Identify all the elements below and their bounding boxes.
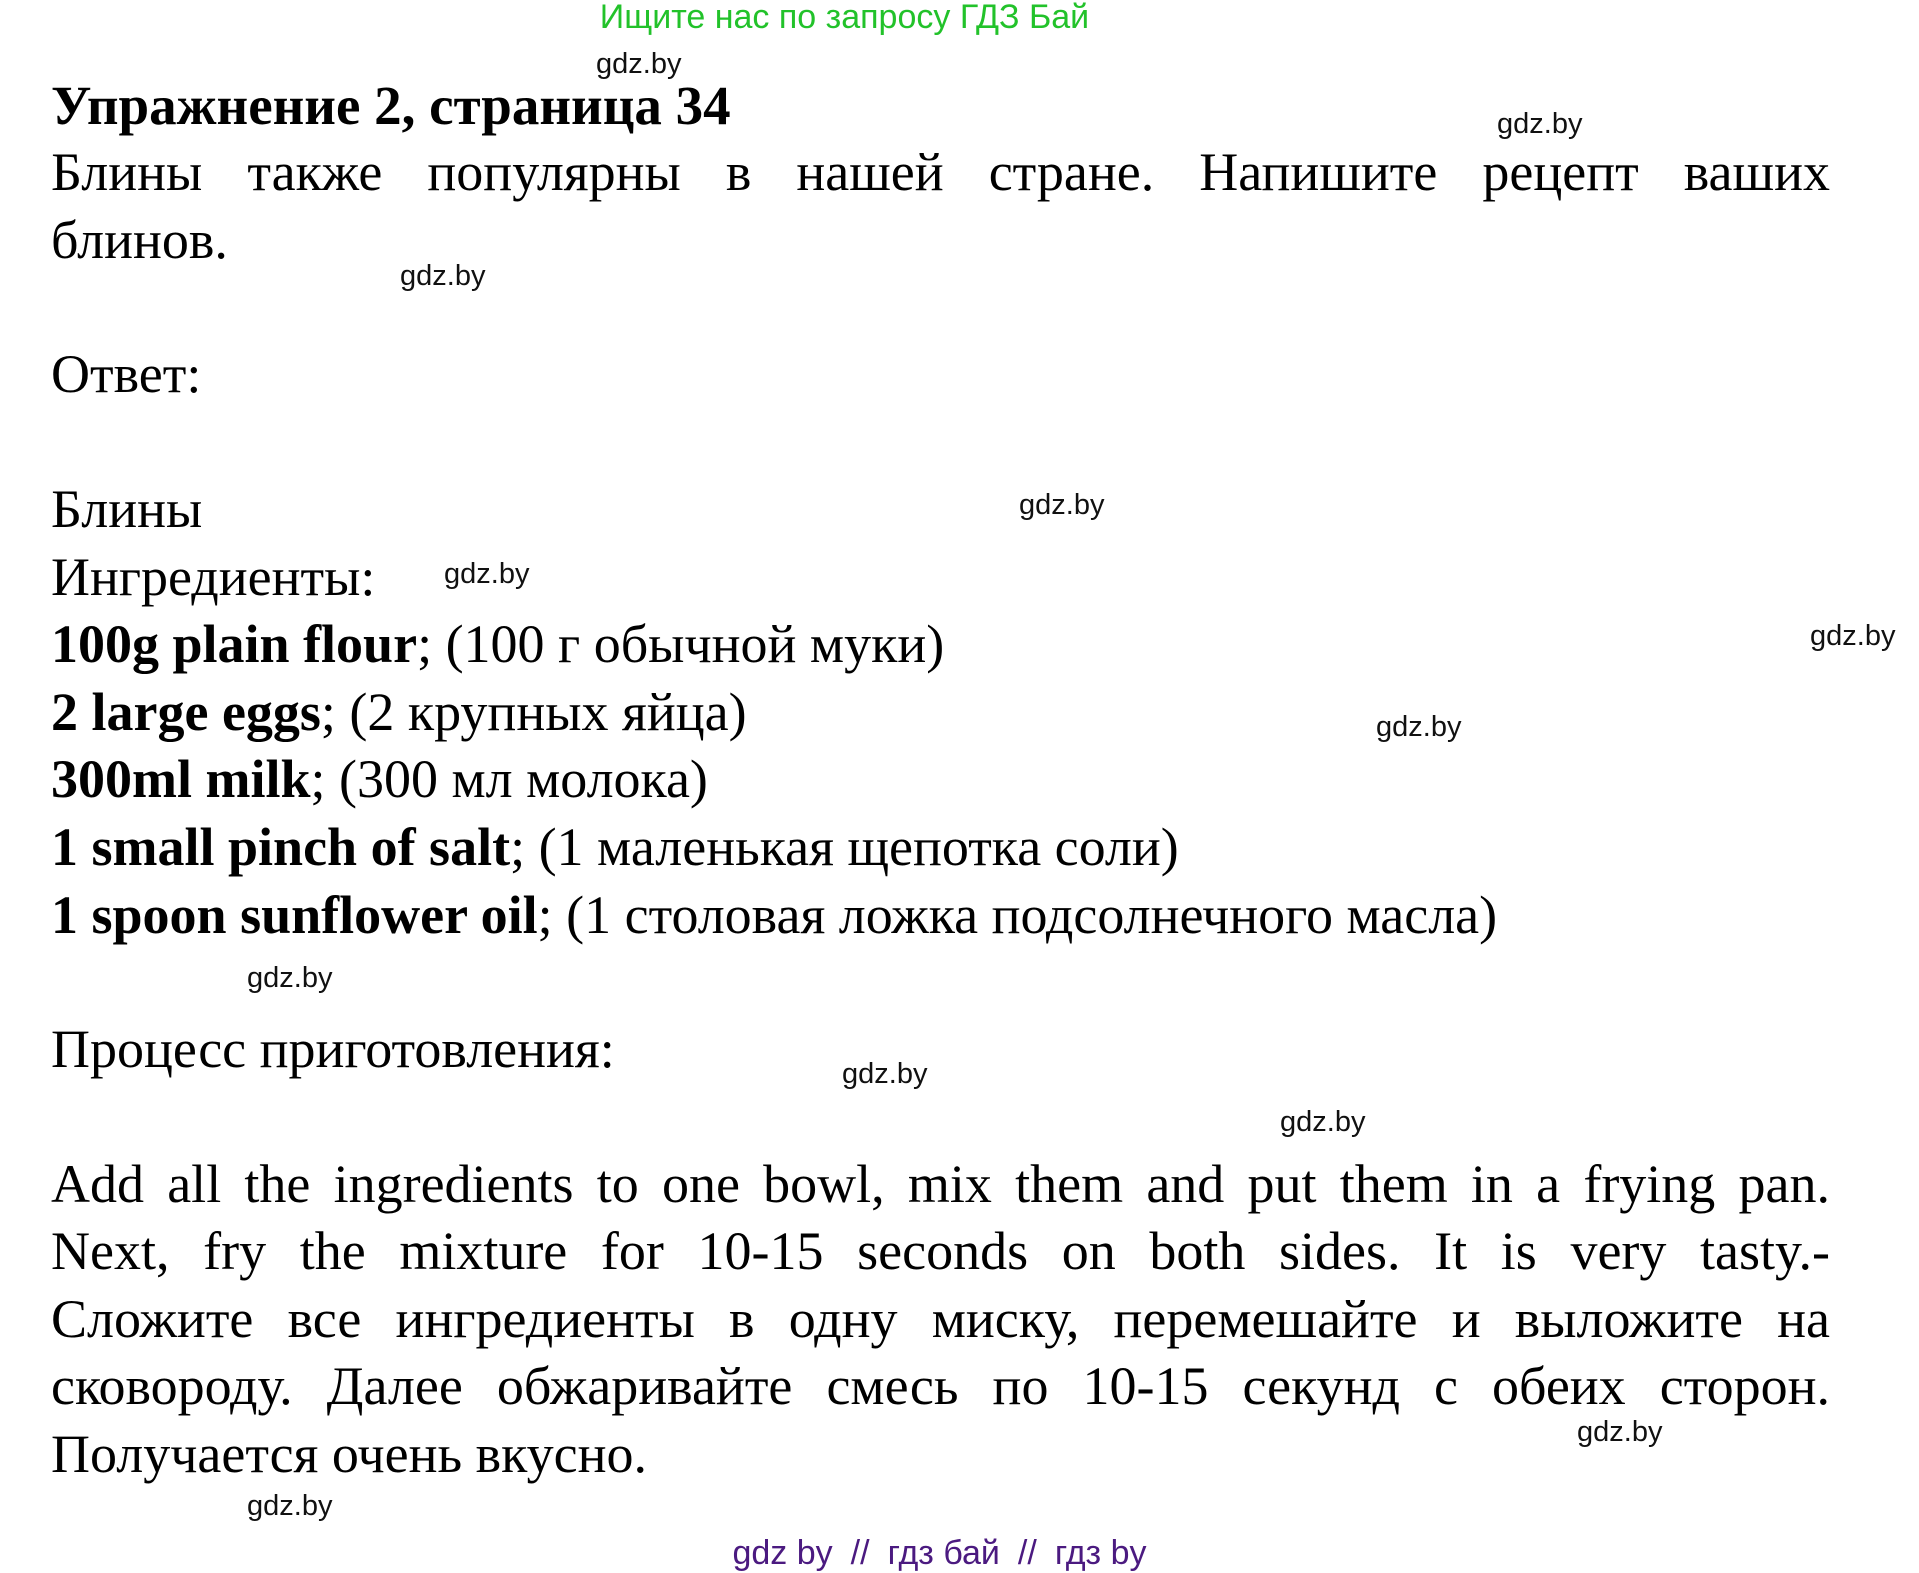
exercise-title: Упражнение 2, страница 34 — [51, 75, 731, 136]
watermark: gdz.by — [444, 558, 530, 590]
ingredient-ru: ; (300 мл молока) — [310, 749, 708, 809]
ingredient-en: 1 small pinch of salt — [51, 817, 511, 877]
watermark: gdz.by — [400, 260, 486, 292]
ingredient-en: 2 large eggs — [51, 682, 321, 742]
search-banner: Ищите нас по запросу ГДЗ Бай — [599, 0, 1090, 36]
footer-link-gdz-bai[interactable]: гдз бай — [887, 1534, 1000, 1572]
watermark: gdz.by — [1810, 620, 1896, 652]
ingredient-item — [51, 682, 747, 742]
process-line: Add all the ingredients to one bowl, mix them and put them in a frying pan. — [51, 1154, 1830, 1214]
recipe-name: Блины — [51, 479, 203, 539]
watermark: gdz.by — [842, 1058, 928, 1090]
ingredient-item — [51, 749, 708, 809]
watermark: gdz.by — [596, 48, 682, 80]
footer-link-gdz-by[interactable]: gdz by — [732, 1534, 833, 1572]
process-label: Процесс приготовления: — [51, 1019, 615, 1079]
process-line: сковороду. Далее обжаривайте смесь по 10-15 секунд с обеих сторон. — [51, 1356, 1830, 1416]
footer-link-gdz-by-2[interactable]: гдз by — [1054, 1534, 1147, 1572]
separator: // — [1017, 1534, 1037, 1572]
process-line: Получается очень вкусно. — [51, 1424, 647, 1484]
answer-label: Ответ: — [51, 344, 202, 404]
ingredient-en: 100g plain flour — [51, 614, 418, 674]
watermark: gdz.by — [1280, 1106, 1366, 1138]
watermark: gdz.by — [247, 1490, 333, 1522]
ingredient-en: 300ml milk — [51, 749, 311, 809]
ingredients-label: Ингредиенты: — [51, 547, 376, 607]
process-line: Сложите все ингредиенты в одну миску, перемешайте и выложите на — [51, 1289, 1830, 1349]
ingredient-item — [51, 817, 1179, 877]
watermark: gdz.by — [1019, 489, 1105, 521]
ingredient-item — [51, 614, 945, 674]
process-line: Next, fry the mixture for 10-15 seconds on both sides. It is very tasty.- — [51, 1221, 1830, 1281]
ingredient-ru: ; (2 крупных яйца) — [320, 682, 747, 742]
footer-links — [0, 1534, 1919, 1573]
ingredient-en: 1 spoon sunflower oil — [51, 885, 538, 945]
watermark: gdz.by — [1497, 108, 1583, 140]
watermark: gdz.by — [247, 962, 333, 994]
ingredient-ru: ; (1 столовая ложка подсолнечного масла) — [537, 885, 1498, 945]
separator: // — [850, 1534, 870, 1572]
task-text-line-1: Блины также популярны в нашей стране. Напишите рецепт ваших — [51, 142, 1830, 202]
ingredient-item — [51, 885, 1498, 945]
task-text-line-2: блинов. — [51, 210, 228, 270]
ingredient-ru: ; (100 г обычной муки) — [417, 614, 945, 674]
watermark: gdz.by — [1577, 1416, 1663, 1448]
ingredient-ru: ; (1 маленькая щепотка соли) — [510, 817, 1179, 877]
watermark: gdz.by — [1376, 711, 1462, 743]
